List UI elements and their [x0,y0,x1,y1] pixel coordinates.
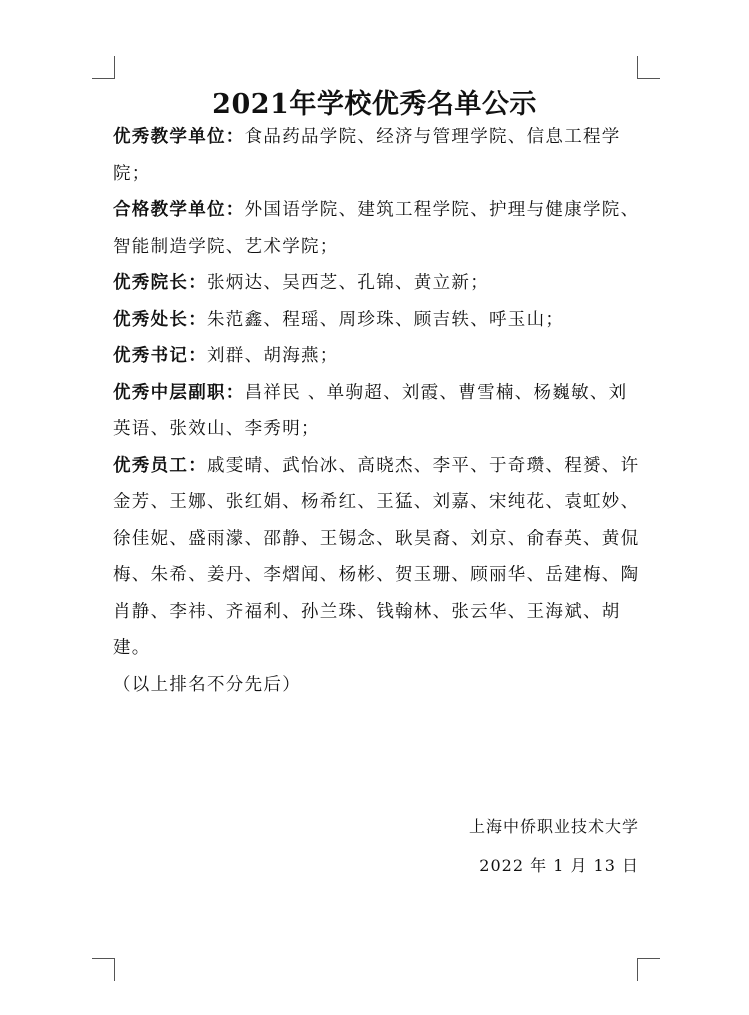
section-label: 优秀院长： [113,273,207,293]
section-text: 张炳达、吴西芝、孔锦、黄立新； [207,273,489,293]
section-text: 昌祥民 、单驹超、刘霞、曹雪楠、杨巍敏、刘英语、张效山、李秀明； [113,382,628,439]
signature-date: 2022 年 1 月 13 日 [479,856,639,875]
section-text: 外国语学院、建筑工程学院、护理与健康学院、智能制造学院、艺术学院； [113,200,640,257]
section-excellent-directors [113,302,643,339]
section-excellent-staff [113,448,643,667]
document-title: 2021年学校优秀名单公示 [212,89,537,120]
section-text: 食品药品学院、经济与管理学院、信息工程学院； [113,127,621,184]
section-label: 优秀员工： [113,455,207,476]
section-label: 优秀书记： [113,346,207,366]
crop-mark-bottom-right [637,958,660,981]
section-label: 合格教学单位： [113,200,245,220]
crop-mark-bottom-left [92,958,115,981]
section-label: 优秀教学单位： [113,127,245,147]
document-body [113,119,643,703]
section-text: 朱范鑫、程瑶、周珍珠、顾吉轶、呼玉山； [207,309,565,330]
section-excellent-deans [113,265,643,302]
section-label: 优秀处长： [113,309,207,330]
crop-mark-top-left [92,56,115,79]
section-label: 优秀中层副职： [113,382,245,403]
ranking-note: （以上排名不分先后） [113,674,301,695]
section-qualified-teaching-units [113,192,643,265]
section-text: 刘群、胡海燕； [207,346,339,366]
crop-mark-top-right [637,56,660,79]
section-excellent-secretaries [113,338,643,375]
section-excellent-teaching-units [113,119,643,192]
signature-organization: 上海中侨职业技术大学 [468,817,639,836]
section-excellent-deputy-managers [113,375,643,448]
section-text: 戚雯晴、武怡冰、高晓杰、李平、于奇瓒、程赟、许金芳、王娜、张红娟、杨希红、王猛、刘嘉、宋纯花、袁虹妙、徐佳妮、盛雨濛、邵静、王锡念、耿昊裔、刘京、俞春英、黄侃梅、朱希、姜丹、李熠闻、杨彬、贺玉珊、顾丽华、岳建梅、陶肖静、李祎、齐福利、孙兰珠、钱翰林、张云华、王海斌、胡建。 [113,455,640,658]
